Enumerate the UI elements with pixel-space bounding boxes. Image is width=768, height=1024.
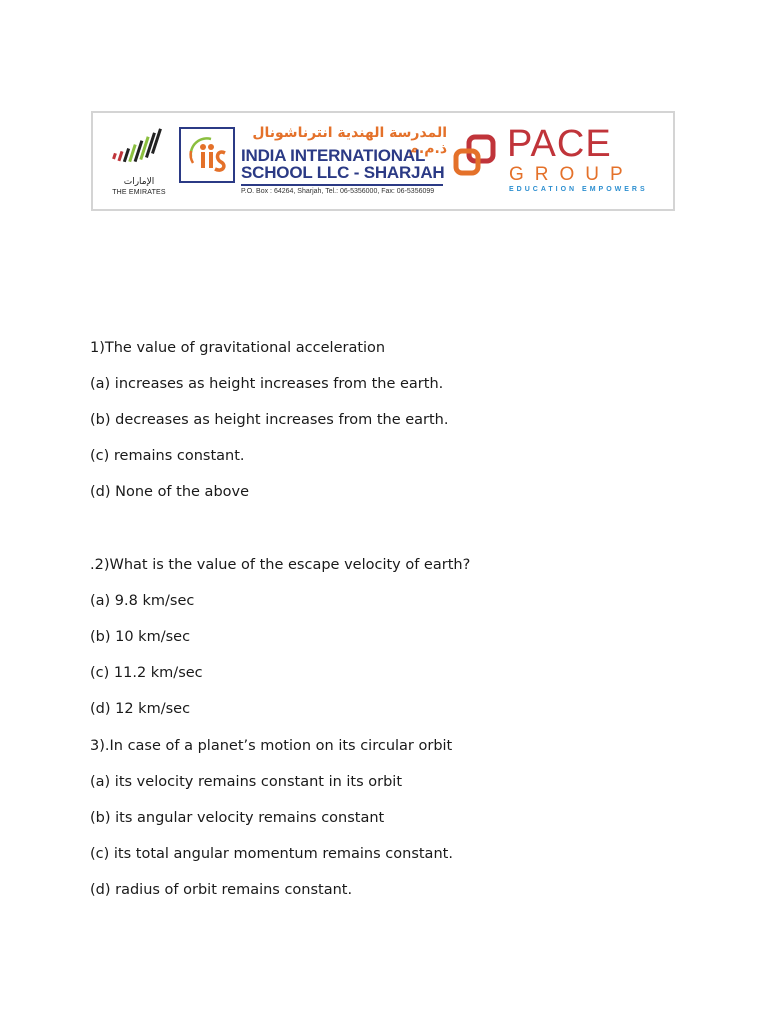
question-3-option-d: (d) radius of orbit remains constant. xyxy=(90,882,353,898)
question-3-option-a: (a) its velocity remains constant in its orbit xyxy=(90,774,403,790)
question-1-option-b: (b) decreases as height increases from the earth. xyxy=(90,412,449,428)
school-contact: P.O. Box : 64264, Sharjah, Tel.: 06-5356000, Fax: 06-5356099 xyxy=(241,188,435,195)
question-3-option-c: (c) its total angular momentum remains constant. xyxy=(90,846,453,862)
school-logo-icon xyxy=(181,129,233,181)
group-name: PACE xyxy=(507,123,612,165)
question-2-prompt: .2)What is the value of the escape velocity of earth? xyxy=(90,557,471,573)
question-3-option-b: (b) its angular velocity remains constant xyxy=(90,810,385,826)
question-2-option-d: (d) 12 km/sec xyxy=(90,701,191,717)
question-1-prompt: 1)The value of gravitational acceleration xyxy=(90,340,386,356)
emirates-english-text: THE EMIRATES xyxy=(112,189,166,196)
question-1-option-a: (a) increases as height increases from the earth. xyxy=(90,376,444,392)
question-2-option-b: (b) 10 km/sec xyxy=(90,629,191,645)
emirates-arabic-text: الإمارات xyxy=(123,177,155,187)
question-1-option-c: (c) remains constant. xyxy=(90,448,245,464)
school-logo xyxy=(179,127,235,183)
group-tagline: EDUCATION EMPOWERS xyxy=(509,186,648,193)
question-3-prompt: 3).In case of a planet’s motion on its circular orbit xyxy=(90,738,453,754)
school-name-arabic: المدرسة الهندية انترناشونال ذ.م.م xyxy=(252,125,447,157)
emirates-logo xyxy=(111,127,167,199)
group-word: GROUP xyxy=(509,164,634,185)
header-banner xyxy=(91,111,675,211)
school-name-line1: INDIA INTERNATIONAL xyxy=(241,146,426,165)
question-2-option-a: (a) 9.8 km/sec xyxy=(90,593,195,609)
school-name-line2: SCHOOL LLC - SHARJAH xyxy=(241,163,445,182)
question-1-option-d: (d) None of the above xyxy=(90,484,250,500)
question-2-option-c: (c) 11.2 km/sec xyxy=(90,665,203,681)
pace-logo-icon xyxy=(453,133,499,179)
school-name-underline xyxy=(241,184,443,186)
emirates-stripes-icon xyxy=(111,127,167,175)
